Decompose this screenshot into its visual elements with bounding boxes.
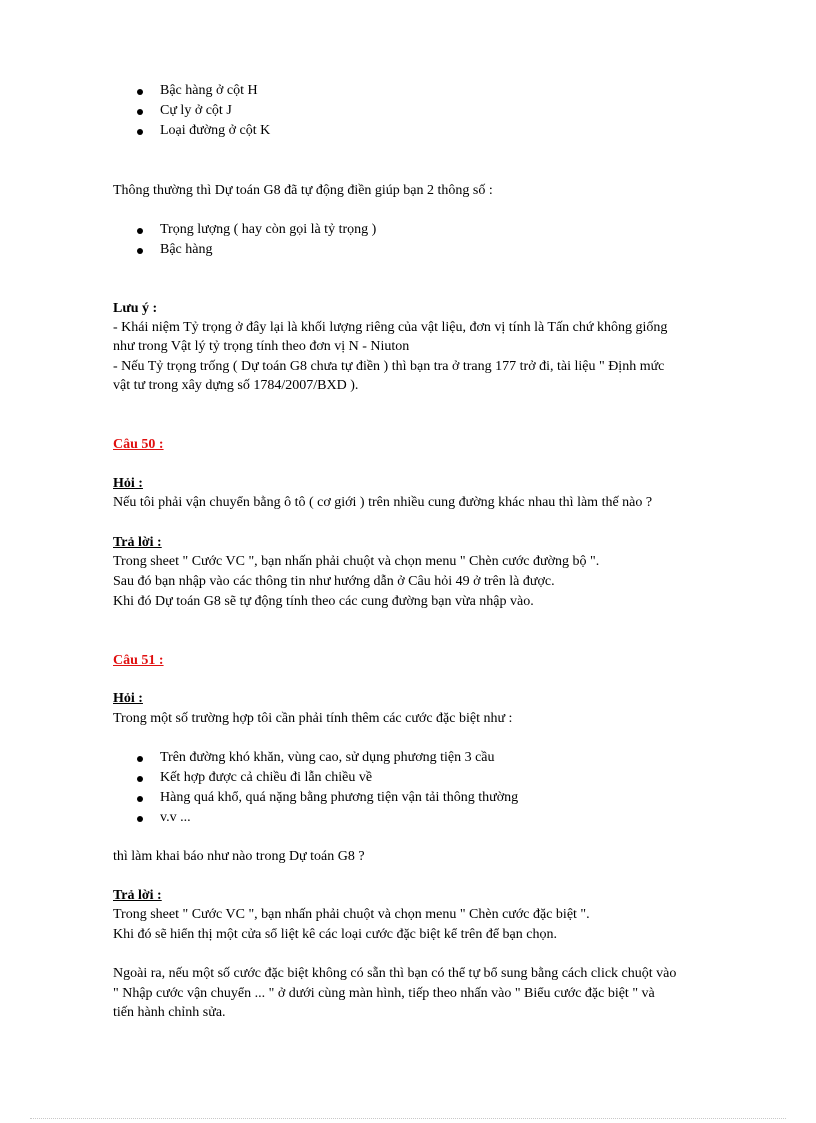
bullet-icon bbox=[137, 89, 143, 95]
answer-line: Ngoài ra, nếu một số cước đặc biệt không có sẵn thì bạn có thể tự bổ sung bằng cách click chuột vào bbox=[113, 966, 677, 981]
hoi-label: Hỏi : bbox=[113, 476, 143, 491]
bullet-icon bbox=[137, 109, 143, 115]
question-heading: Câu 51 : bbox=[113, 653, 164, 668]
paragraph: Thông thường thì Dự toán G8 đã tự động điền giúp bạn 2 thông số : bbox=[113, 183, 493, 198]
note-line: - Nếu Tỷ trọng trống ( Dự toán G8 chưa tự điền ) thì bạn tra ở trang 177 trở đi, tài liệu " Định mức bbox=[113, 359, 665, 374]
bullet-icon bbox=[137, 248, 143, 254]
note-line: vật tư trong xây dựng số 1784/2007/BXD ). bbox=[113, 378, 359, 393]
answer-line: Trong sheet " Cước VC ", bạn nhấn phải chuột và chọn menu " Chèn cước đường bộ ". bbox=[113, 554, 600, 569]
tra-loi-label: Trả lời : bbox=[113, 888, 162, 903]
bullet-icon bbox=[137, 228, 143, 234]
tra-loi-label: Trả lời : bbox=[113, 535, 162, 550]
question-text: Trong một số trường hợp tôi cần phải tính thêm các cước đặc biệt như : bbox=[113, 711, 513, 726]
answer-line: Khi đó sẽ hiển thị một cửa sổ liệt kê các loại cước đặc biệt kể trên để bạn chọn. bbox=[113, 927, 557, 942]
bullet-icon bbox=[137, 776, 143, 782]
answer-line: Trong sheet " Cước VC ", bạn nhấn phải chuột và chọn menu " Chèn cước đặc biệt ". bbox=[113, 907, 590, 922]
note-title: Lưu ý : bbox=[113, 301, 158, 316]
answer-line: Khi đó Dự toán G8 sẽ tự động tính theo các cung đường bạn vừa nhập vào. bbox=[113, 594, 534, 609]
answer-line: " Nhập cước vận chuyển ... " ở dưới cùng màn hình, tiếp theo nhấn vào " Biểu cước đặc biệt " và bbox=[113, 986, 655, 1001]
answer-line: Sau đó bạn nhập vào các thông tin như hướng dẫn ở Câu hỏi 49 ở trên là được. bbox=[113, 574, 555, 589]
question-text: thì làm khai báo như nào trong Dự toán G8 ? bbox=[113, 849, 365, 864]
question-heading: Câu 50 : bbox=[113, 437, 164, 452]
answer-line: tiến hành chỉnh sửa. bbox=[113, 1005, 226, 1020]
hoi-label: Hỏi : bbox=[113, 691, 143, 706]
question-text: Nếu tôi phải vận chuyển bằng ô tô ( cơ giới ) trên nhiều cung đường khác nhau thì làm thế nào ? bbox=[113, 495, 653, 510]
note-line: như trong Vật lý tỷ trọng tính theo đơn vị N - Niuton bbox=[113, 339, 410, 354]
bullet-icon bbox=[137, 129, 143, 135]
note-line: - Khái niệm Tỷ trọng ở đây lại là khối lượng riêng của vật liệu, đơn vị tính là Tấn chứ không giống bbox=[113, 320, 668, 335]
bullet-icon bbox=[137, 816, 143, 822]
bullet-icon bbox=[137, 796, 143, 802]
bullet-icon bbox=[137, 756, 143, 762]
page-bottom-divider bbox=[30, 1118, 786, 1119]
